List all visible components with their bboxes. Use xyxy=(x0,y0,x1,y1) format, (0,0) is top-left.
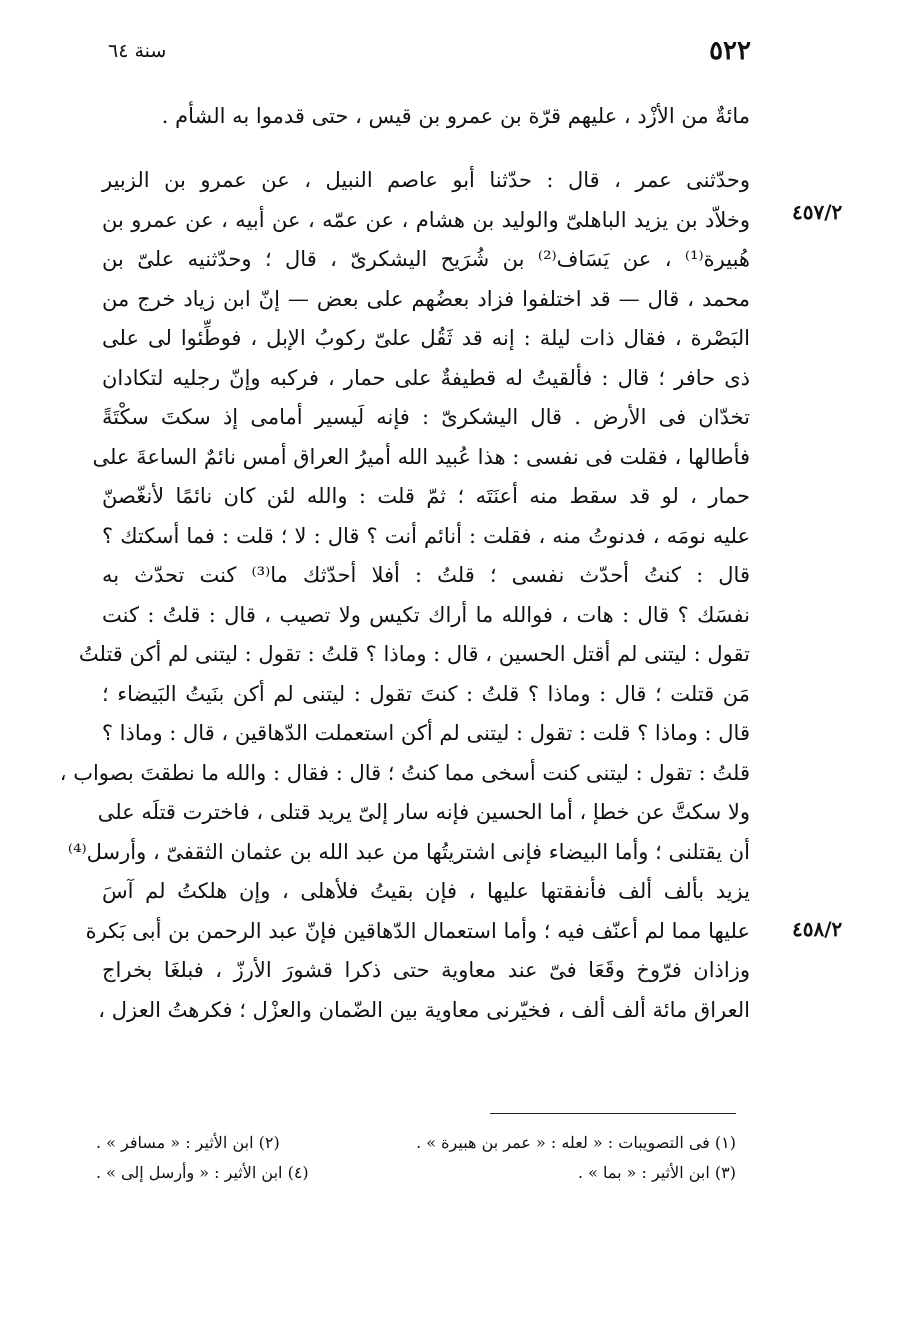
text-line: فأطالها ، فقلت فى نفسى : هذا عُبيد الله أميرُ العراق أمس نائمٌ الساعةَ على xyxy=(92,445,750,469)
footnotes xyxy=(96,1128,736,1188)
text-line: عليها مما لم أعنّف فيه ؛ وأما استعمال الدّهاقين فإنّ عبد الرحمن بن أبى بَكرة xyxy=(85,919,750,943)
text-line: ذى حافر ؛ قال : فألقيتُ له قطيفةٌ على حمار ، فركبه وإنّ رجليه لتكادان xyxy=(102,366,750,390)
text-line: محمد ، قال — قد اختلفوا فزاد بعضُهم على بعض — إنّ ابن زياد خرج من xyxy=(102,287,750,311)
text-line: مائةٌ من الأزْد ، عليهم قرّة بن عمرو بن قيس ، حتى قدموا به الشأم . xyxy=(161,104,750,128)
footnote: (٣) ابن الأثير : « بما » . xyxy=(577,1163,736,1182)
text-line: العراق مائة ألف ألف ، فخيّرنى معاوية بين الضّمان والعزْل ؛ فكرهتُ العزل ، xyxy=(98,998,750,1022)
text-line: أن يقتلنى ؛ وأما البيضاء فإنى اشتريتُها من عبد الله بن عثمان الثقفىّ ، وأرسل⁽⁴⁾ xyxy=(67,840,750,864)
text-line: تقول : ليتنى لم أقتل الحسين ، قال : وماذا ؟ قلتُ : تقول : ليتنى لم أكن قتلتُ xyxy=(78,642,750,666)
text-line: وزاذان فرّوخ وقَعَا فىّ عند معاوية حتى ذكرا قشورَ الأرزّ ، فبلغَا بخراج xyxy=(102,958,750,982)
text-line: يزيد بألف ألف فأنفقتها عليها ، فإن بقيتُ فلأهلى ، وإن هلكتُ لم آسَ xyxy=(102,879,750,903)
page-number: ٥٢٢ xyxy=(709,36,751,66)
text-line: البَصْرة ، فقال ذات ليلة : إنه قد ثَقُل علىّ ركوبُ الإبل ، فوطِّئوا لى على xyxy=(102,326,750,350)
text-line: وخلاّد بن يزيد الباهلىّ والوليد بن هشام ، عن عمّه ، عن أبيه ، عن عمرو بن xyxy=(102,208,750,232)
margin-reference: ٤٥٨/٢ xyxy=(792,917,843,941)
text-line: تخدّان فى الأرض . قال اليشكرىّ : فإنه لَيسير أمامى إذ سكتَ سكْتَةً xyxy=(102,405,750,429)
text-line: هُبيرة⁽¹⁾ ، عن يَسَاف⁽²⁾ بن شُرَيح اليشكرىّ ، قال ؛ وحدّثنيه علىّ بن xyxy=(102,247,750,271)
text-line: وحدّثنى عمر ، قال : حدّثنا أبو عاصم النبيل ، عن عمرو بن الزبير xyxy=(102,168,750,192)
footnote: (٤) ابن الأثير : « وأرسل إلى » . xyxy=(96,1163,309,1182)
footnote: (٢) ابن الأثير : « مسافر » . xyxy=(96,1133,280,1152)
text-line: قال : وماذا ؟ قلت : تقول : ليتنى لم أكن استعملت الدّهاقين ، قال : وماذا ؟ xyxy=(101,721,750,745)
margin-reference: ٤٥٧/٢ xyxy=(792,200,843,224)
running-header-year: سنة ٦٤ xyxy=(108,40,167,62)
footnote: (١) فى التصويبات : « لعله : « عمر بن هبيرة » . xyxy=(416,1133,736,1152)
footnote-divider xyxy=(490,1113,736,1114)
text-line: ولا سكتَّ عن خطإ ، أما الحسين فإنه سار إلىّ يريد قتلى ، فاخترت قتلَه على xyxy=(97,800,750,824)
text-line: عليه نومَه ، فدنوتُ منه ، فقلت : أنائم أنت ؟ قال : لا ؛ قلت : فما أسكتك ؟ xyxy=(102,524,750,548)
text-line: نفسَك ؟ قال : هات ، فوالله ما أراك تكيس ولا تصيب ، قال : قلتُ : كنت xyxy=(102,603,750,627)
text-line: مَن قتلت ؛ قال : وماذا ؟ قلتُ : كنتَ تقول : ليتنى لم أكن بنَيتُ البَيضاء ؛ xyxy=(102,682,750,706)
text-line: قلتُ : تقول : ليتنى كنت أسخى مما كنتُ ؛ قال : فقال : والله ما نطقتَ بصواب ، xyxy=(59,761,750,785)
text-line: حمار ، لو قد سقط منه أعنَتَه ؛ ثمّ قلت : والله لئن كان نائمًا لأنغّصنّ xyxy=(102,484,750,508)
text-line: قال : كنتُ أحدّث نفسى ؛ قلتُ : أفلا أحدّثك ما⁽³⁾ كنت تحدّث به xyxy=(102,563,750,587)
